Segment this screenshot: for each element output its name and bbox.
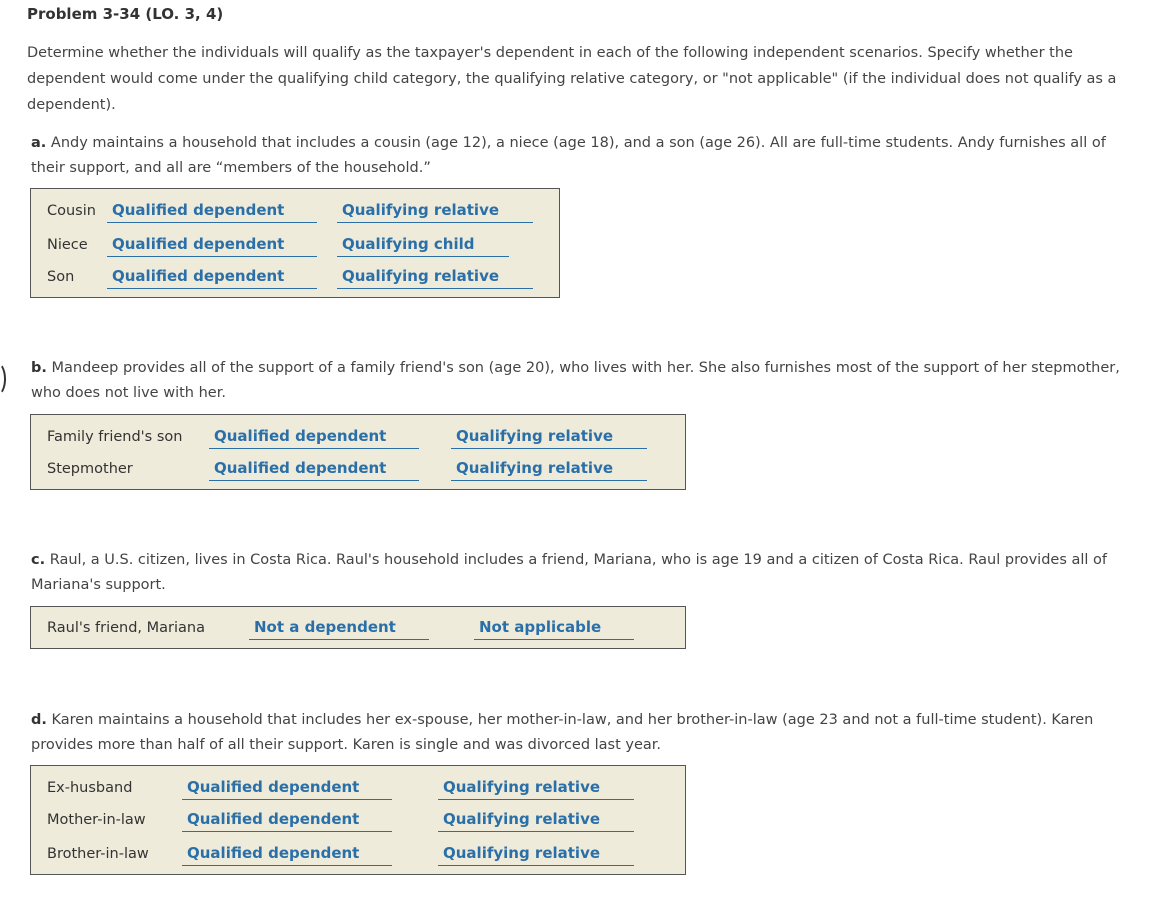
category-dropdown-stepmother[interactable]: Qualifying relative (451, 459, 647, 481)
status-dropdown-stepmother[interactable]: Qualified dependent (209, 459, 419, 481)
row-label-mother-in-law: Mother-in-law (47, 812, 146, 828)
part-b-letter: b. (31, 360, 47, 376)
problem-intro: Determine whether the individuals will qualify as the taxpayer's dependent in each of the following independent scenarios. Specify whether the dependent would come under the qualifying child category, the qualifying relative category, or "not applicable" (if the individual does not qualify as a dependent). (27, 45, 1117, 113)
row-label-ex-husband: Ex-husband (47, 780, 133, 796)
part-a-description: Andy maintains a household that includes a cousin (age 12), a niece (age 18), and a son (age 26). All are full-time students. Andy furnishes all of their support, and all are “members of the household.” (31, 135, 1106, 176)
category-dropdown-son[interactable]: Qualifying relative (337, 267, 533, 289)
category-dropdown-cousin[interactable]: Qualifying relative (337, 201, 533, 223)
part-c-letter: c. (31, 552, 46, 568)
row-label-rauls-friend-mariana: Raul's friend, Mariana (47, 620, 205, 636)
category-dropdown-family-friends-son[interactable]: Qualifying relative (451, 427, 647, 449)
category-dropdown-ex-husband[interactable]: Qualifying relative (438, 778, 634, 800)
row-label-son: Son (47, 269, 75, 285)
row-label-brother-in-law: Brother-in-law (47, 846, 149, 862)
row-label-niece: Niece (47, 237, 88, 253)
status-dropdown-cousin[interactable]: Qualified dependent (107, 201, 317, 223)
part-c-answer-box (30, 606, 686, 649)
status-dropdown-rauls-friend-mariana[interactable]: Not a dependent (249, 618, 429, 640)
category-dropdown-brother-in-law[interactable]: Qualifying relative (438, 844, 634, 866)
status-dropdown-mother-in-law[interactable]: Qualified dependent (182, 810, 392, 832)
part-d-letter: d. (31, 712, 47, 728)
part-a-letter: a. (31, 135, 47, 151)
status-dropdown-son[interactable]: Qualified dependent (107, 267, 317, 289)
part-a-text (31, 131, 1121, 181)
part-a-answer-box (30, 188, 560, 298)
status-dropdown-family-friends-son[interactable]: Qualified dependent (209, 427, 419, 449)
part-b-text (31, 356, 1121, 406)
row-label-family-friends-son: Family friend's son (47, 429, 183, 445)
part-c-description: Raul, a U.S. citizen, lives in Costa Rica. Raul's household includes a friend, Mariana, who is age 19 and a citizen of Costa Rica. Raul provides all of Mariana's support. (31, 552, 1108, 593)
part-d-answer-box (30, 765, 686, 875)
status-dropdown-brother-in-law[interactable]: Qualified dependent (182, 844, 392, 866)
row-label-cousin: Cousin (47, 203, 96, 219)
part-d-text (31, 708, 1121, 758)
category-dropdown-mother-in-law[interactable]: Qualifying relative (438, 810, 634, 832)
status-dropdown-niece[interactable]: Qualified dependent (107, 235, 317, 257)
category-dropdown-niece[interactable]: Qualifying child (337, 235, 509, 257)
part-b-answer-box (30, 414, 686, 490)
scroll-edge-mark (0, 362, 6, 396)
part-b-description: Mandeep provides all of the support of a family friend's son (age 20), who lives with her. She also furnishes most of the support of her stepmother, who does not live with her. (31, 360, 1120, 401)
part-d-description: Karen maintains a household that includes her ex-spouse, her mother-in-law, and her brother-in-law (age 23 and not a full-time student). Karen provides more than half of all their support. Karen is single and was divorced last year. (31, 712, 1094, 753)
problem-title: Problem 3-34 (LO. 3, 4) (27, 5, 224, 23)
part-c-text (31, 548, 1121, 598)
category-dropdown-rauls-friend-mariana[interactable]: Not applicable (474, 618, 634, 640)
status-dropdown-ex-husband[interactable]: Qualified dependent (182, 778, 392, 800)
row-label-stepmother: Stepmother (47, 461, 133, 477)
